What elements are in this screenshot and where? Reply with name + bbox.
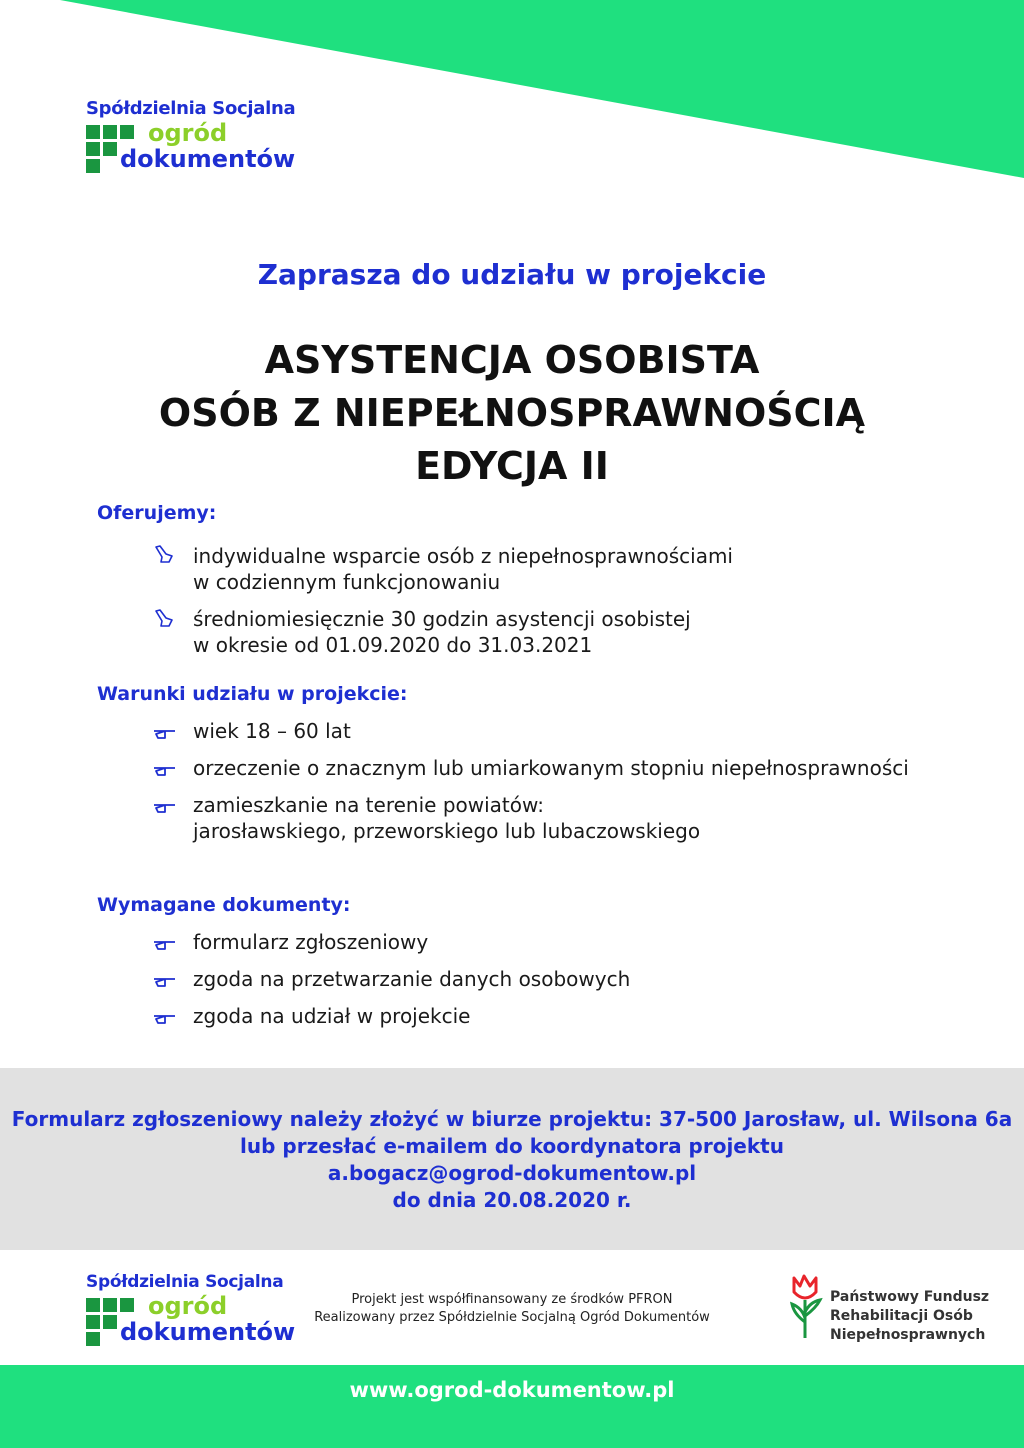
notice-line-2: lub przesłać e-mailem do koordynatora projektu — [240, 1134, 784, 1158]
pfron-tulip-icon — [786, 1272, 826, 1342]
pointing-hand-icon — [152, 722, 178, 744]
logo-cooperative-text: Spółdzielnia Socjalna — [86, 98, 296, 119]
pointing-hand-icon — [152, 933, 178, 955]
funding-line-2: Realizowany przez Spółdzielnie Socjalną Ogród Dokumentów — [314, 1310, 710, 1325]
pfron-name: Państwowy Fundusz Rehabilitacji Osób Niepełnosprawnych — [830, 1289, 990, 1343]
notice-email[interactable]: a.bogacz@ogrod-dokumentow.pl — [327, 1161, 697, 1185]
document-item-3: zgoda na udział w projekcie — [193, 1004, 471, 1028]
condition-item-3: zamieszkanie na terenie powiatów: jarosławskiego, przeworskiego lub lubaczowskiego — [193, 793, 701, 843]
title-line-2: OSÓB Z NIEPEŁNOSPRAWNOŚCIĄ — [158, 391, 866, 435]
website-link[interactable]: www.ogrod-dokumentow.pl — [349, 1378, 675, 1402]
pointing-hand-icon — [152, 1007, 178, 1029]
funding-line-1: Projekt jest współfinansowany ze środków PFRON — [351, 1292, 673, 1307]
logo-ogrod-text: ogród — [148, 1292, 228, 1320]
document-item-1: formularz zgłoszeniowy — [193, 930, 429, 954]
offer-heading: Oferujemy: — [97, 502, 217, 524]
offer-item-2: średniomiesięcznie 30 godzin asystencji osobistej w okresie od 01.09.2020 do 31.03.2021 — [193, 607, 691, 657]
title-line-3: EDYCJA II — [415, 444, 609, 488]
logo-dokumentow-text: dokumentów — [120, 145, 296, 173]
brand-logo-footer — [86, 1272, 296, 1356]
project-title — [0, 334, 1024, 493]
offer-item-1: indywidualne wsparcie osób z niepełnosprawnościami w codziennym funkcjonowaniu — [193, 544, 733, 594]
logo-dokumentow-text: dokumentów — [120, 1318, 296, 1346]
logo-cooperative-text: Spółdzielnia Socjalna — [86, 1272, 284, 1292]
notice-text — [0, 1106, 1024, 1214]
documents-heading: Wymagane dokumenty: — [97, 894, 351, 916]
notice-line-1: Formularz zgłoszeniowy należy złożyć w biurze projektu: 37-500 Jarosław, ul. Wilsona 6a — [11, 1107, 1013, 1131]
condition-item-2: orzeczenie o znacznym lub umiarkowanym stopniu niepełnosprawności — [193, 756, 909, 780]
conditions-heading: Warunki udziału w projekcie: — [97, 683, 408, 705]
logo-ogrod-text: ogród — [148, 119, 228, 147]
thumbs-up-hand-icon — [152, 544, 178, 566]
pointing-hand-icon — [152, 970, 178, 992]
title-line-1: ASYSTENCJA OSOBISTA — [264, 338, 760, 382]
condition-item-1: wiek 18 – 60 lat — [193, 719, 351, 743]
notice-deadline: do dnia 20.08.2020 r. — [392, 1188, 632, 1212]
document-item-2: zgoda na przetwarzanie danych osobowych — [193, 967, 631, 991]
pointing-hand-icon — [152, 759, 178, 781]
invite-heading: Zaprasza do udziału w projekcie — [257, 258, 767, 291]
thumbs-up-hand-icon — [152, 608, 178, 630]
funding-info — [292, 1291, 732, 1327]
brand-logo — [86, 98, 295, 183]
pointing-hand-icon — [152, 796, 178, 818]
